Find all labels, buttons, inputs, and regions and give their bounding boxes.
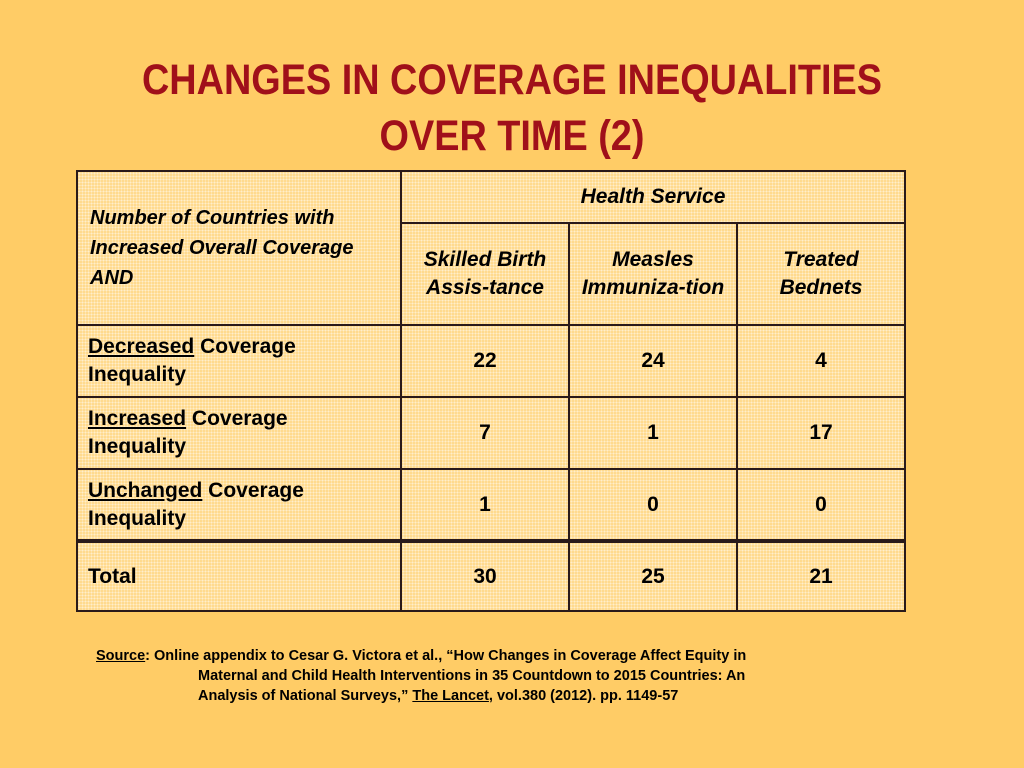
journal-name: The Lancet — [412, 688, 489, 704]
column-header-measles: Measles Immuniza-tion — [569, 223, 737, 325]
source-line-1 — [96, 646, 916, 666]
source-text-3: Analysis of National Surveys,” — [198, 688, 413, 704]
table-cell: 0 — [737, 469, 905, 541]
column-header-bednets: Treated Bednets — [737, 223, 905, 325]
table-cell: 0 — [569, 469, 737, 541]
row-label-keyword: Unchanged — [88, 478, 203, 502]
table-cell: 24 — [569, 325, 737, 397]
source-text-4: , vol.380 (2012). pp. 1149-57 — [488, 688, 679, 704]
source-text-1: : Online appendix to Cesar G. Victora et al., “How Changes in Coverage Affect Equity in — [145, 648, 747, 664]
row-label — [77, 325, 401, 397]
slide-title-line-1: CHANGES IN COVERAGE INEQUALITIES — [141, 56, 883, 104]
source-line-2: Maternal and Child Health Interventions in 35 Countdown to 2015 Countries: An — [198, 668, 746, 684]
health-service-header: Health Service — [401, 171, 905, 223]
row-label-keyword: Decreased — [88, 335, 195, 358]
table-row — [77, 325, 905, 397]
source-line-3 — [96, 686, 916, 706]
table-cell: 7 — [401, 397, 569, 469]
row-label — [77, 397, 401, 469]
column-header-skilled-birth: Skilled Birth Assis-tance — [401, 223, 569, 325]
table-cell: 1 — [569, 397, 737, 469]
table-cell: 22 — [401, 325, 569, 397]
total-row — [77, 541, 905, 611]
slide-title — [61, 52, 962, 164]
table-cell: 17 — [737, 397, 905, 469]
row-label-rest: Coverage Inequality — [88, 335, 296, 386]
table-cell: 1 — [401, 469, 569, 541]
source-label: Source — [96, 648, 146, 664]
corner-header-cell: Number of Countries with Increased Overall Coverage AND — [77, 171, 401, 325]
row-label-keyword: Increased — [88, 407, 187, 430]
table-row — [77, 469, 905, 541]
source-citation — [96, 646, 916, 706]
header-row-1 — [77, 171, 905, 223]
total-label: Total — [77, 541, 401, 611]
row-label-rest: Coverage Inequality — [88, 478, 304, 530]
total-cell: 30 — [401, 541, 569, 611]
row-label-rest: Coverage Inequality — [88, 407, 288, 458]
row-label — [77, 469, 401, 541]
table-row — [77, 397, 905, 469]
coverage-table — [76, 170, 906, 612]
total-cell: 25 — [569, 541, 737, 611]
table-cell: 4 — [737, 325, 905, 397]
total-cell: 21 — [737, 541, 905, 611]
slide-title-line-2: OVER TIME (2) — [379, 112, 645, 160]
